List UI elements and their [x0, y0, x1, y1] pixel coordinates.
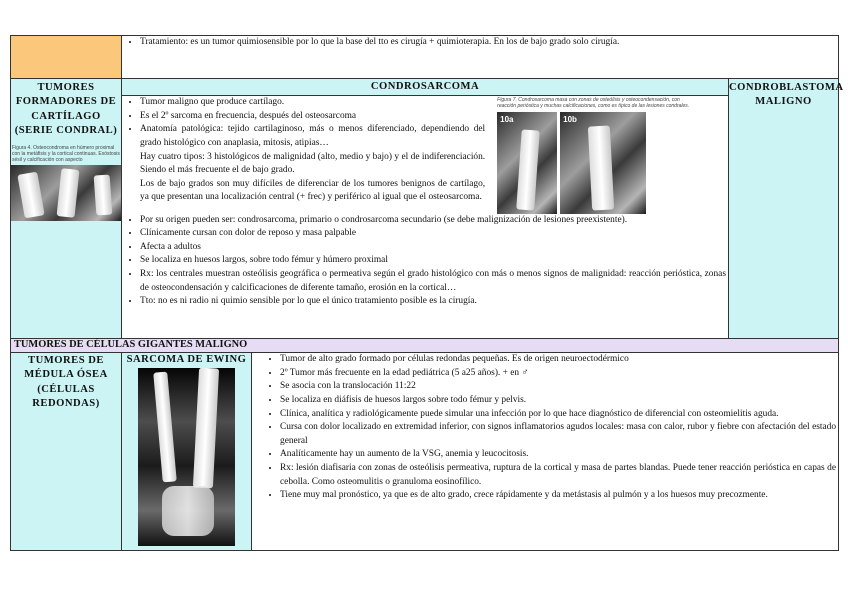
document-page	[10, 35, 844, 553]
ewing-bullet: • Tumor de alto grado formado por células redondas pequeñas. Es de origen neuroectodérmico	[280, 353, 836, 367]
ewing-content	[252, 353, 839, 551]
condrosarcoma-title: CONDROSARCOMA	[122, 79, 729, 96]
ewing-bullet: • Rx: lesión diafisaria con zonas de osteólisis permeativa, ruptura de la cortical y masa de partes blandas. Puede tener reacción perióstica en capas de cebolla. Como osteomulitis o granuloma eosinofílico.	[280, 462, 836, 489]
row-giant-cell	[11, 339, 839, 353]
cartilage-side-title: TUMORES FORMADORES DE CARTÍLAGO (SERIE CONDRAL)	[14, 82, 118, 136]
condrosarcoma-content	[122, 96, 729, 339]
treatment-cell	[122, 36, 839, 79]
cartilage-side-fig-caption: Figura 4. Osteocondroma en húmero proximal con la metáfisis y la cortical continuas. Exóstosis sésil y calcificación con aspecto	[12, 145, 120, 163]
row-treatment	[11, 36, 839, 79]
condro-bullet: • Anatomía patológica: tejido cartilaginoso, más o menos diferenciado, dependiendo del grado histológico con anaplasia, mitosis, atipias…	[140, 123, 485, 150]
condro-bullet: • Rx: los centrales muestran osteólisis geográfica o permeativa según el grado histológico con más o menos signos de malignidad: reacción perióstica, zonas de osteocondensación y calcificaciones de diferente tamaño, erosión en la cortical…	[140, 268, 726, 295]
condro-bullet: • Afecta a adultos	[140, 241, 726, 255]
condro-paragraph: Los de bajo grados son muy difíciles de diferenciar de los tumores benignos de cartílago, ya que presentan una localización central (+ frec) y periférico al igual que el osteosarcoma.	[140, 178, 486, 203]
marrow-side-title: TUMORES DE MÉDULA ÓSEA (CÉLULAS REDONDAS)	[11, 353, 122, 551]
condro-bullet: • Es el 2º sarcoma en frecuencia, después del osteosarcoma	[140, 110, 485, 124]
condrosarcoma-top-block	[122, 96, 728, 214]
condro-bullet: • Clínicamente cursan con dolor de reposo y masa palpable	[140, 227, 726, 241]
orange-cell	[11, 36, 122, 79]
ewing-bullet: • Tiene muy mal pronóstico, ya que es de alto grado, crece rápidamente y da metástasis al pulmón y a los huesos muy precozmente.	[280, 489, 836, 503]
condro-bullet: • Por su origen pueden ser: condrosarcoma, primario o condrosarcoma secundario (se debe malignización de lesiones preexistente).	[140, 214, 726, 228]
ewing-bullet: • 2º Tumor más frecuente en la edad pediátrica (5 a25 años). + en ♂	[280, 367, 836, 381]
osteochondroma-xray-image	[11, 165, 121, 221]
tumor-table	[10, 35, 844, 551]
row-cartilage-header	[11, 79, 839, 96]
treatment-bullet: • Tratamiento: es un tumor quimiosensible por lo que la base del tto es cirugía + quimioterapia. En los de bajo grado solo cirugía.	[140, 36, 836, 50]
ewing-bullet: • Clínica, analítica y radiológicamente puede simular una infección por lo que hace diagnóstico de diferencial con osteomielitis aguda.	[280, 408, 836, 422]
ewing-cell	[122, 353, 252, 551]
ewing-title: SARCOMA DE EWING	[126, 354, 247, 365]
condrosarcoma-xray-a	[497, 112, 557, 214]
condrosarcoma-text-block	[122, 96, 487, 214]
fig-label-a: 10a	[500, 114, 514, 124]
cartilage-side-cell	[11, 79, 122, 339]
condrosarcoma-xray-b	[560, 112, 646, 214]
ewing-xray-image	[138, 368, 235, 546]
condro-bullet: • Se localiza en huesos largos, sobre todo fémur y húmero proximal	[140, 254, 726, 268]
condrosarcoma-xray-pair	[497, 112, 728, 214]
ewing-bullet: • Analíticamente hay un aumento de la VSG, anemia y leucocitosis.	[280, 448, 836, 462]
condrosarcoma-fig-caption: Figura 7. Condrosarcoma masa con zonas de osteólisis y osteocondensación, con reacción perióstica y muchas calcificaciones, como es típico de las lesiones condrales.	[497, 97, 690, 109]
condro-bullet: • Tumor maligno que produce cartílago.	[140, 96, 485, 110]
ewing-bullet: • Cursa con dolor localizado en extremidad inferior, con signos inflamatorios agudos locales: masa con calor, rubor y fiebre con afectación del estado general	[280, 421, 836, 448]
condro-bullet: • Tto: no es ni radio ni quimio sensible por lo que el único tratamiento posible es la cirugía.	[140, 295, 726, 309]
fig-label-b: 10b	[563, 114, 577, 124]
condrosarcoma-figure	[487, 96, 728, 214]
row-ewing	[11, 353, 839, 551]
row-condrosarcoma	[11, 96, 839, 339]
ewing-bullet: • Se localiza en diáfisis de huesos largos sobre todo fémur y pelvis.	[280, 394, 836, 408]
condroblastoma-title: CONDROBLASTOMA MALIGNO	[729, 79, 839, 339]
giant-cell-title: TUMORES DE CÉLULAS GIGANTES MALIGNO	[11, 339, 839, 353]
condro-paragraph: Hay cuatro tipos: 3 histológicos de malignidad (alto, medio y bajo) y el de indiferenciación. Siendo el más frecuente el de bajo grado.	[140, 151, 486, 176]
ewing-bullet: • Se asocia con la translocación 11:22	[280, 380, 836, 394]
